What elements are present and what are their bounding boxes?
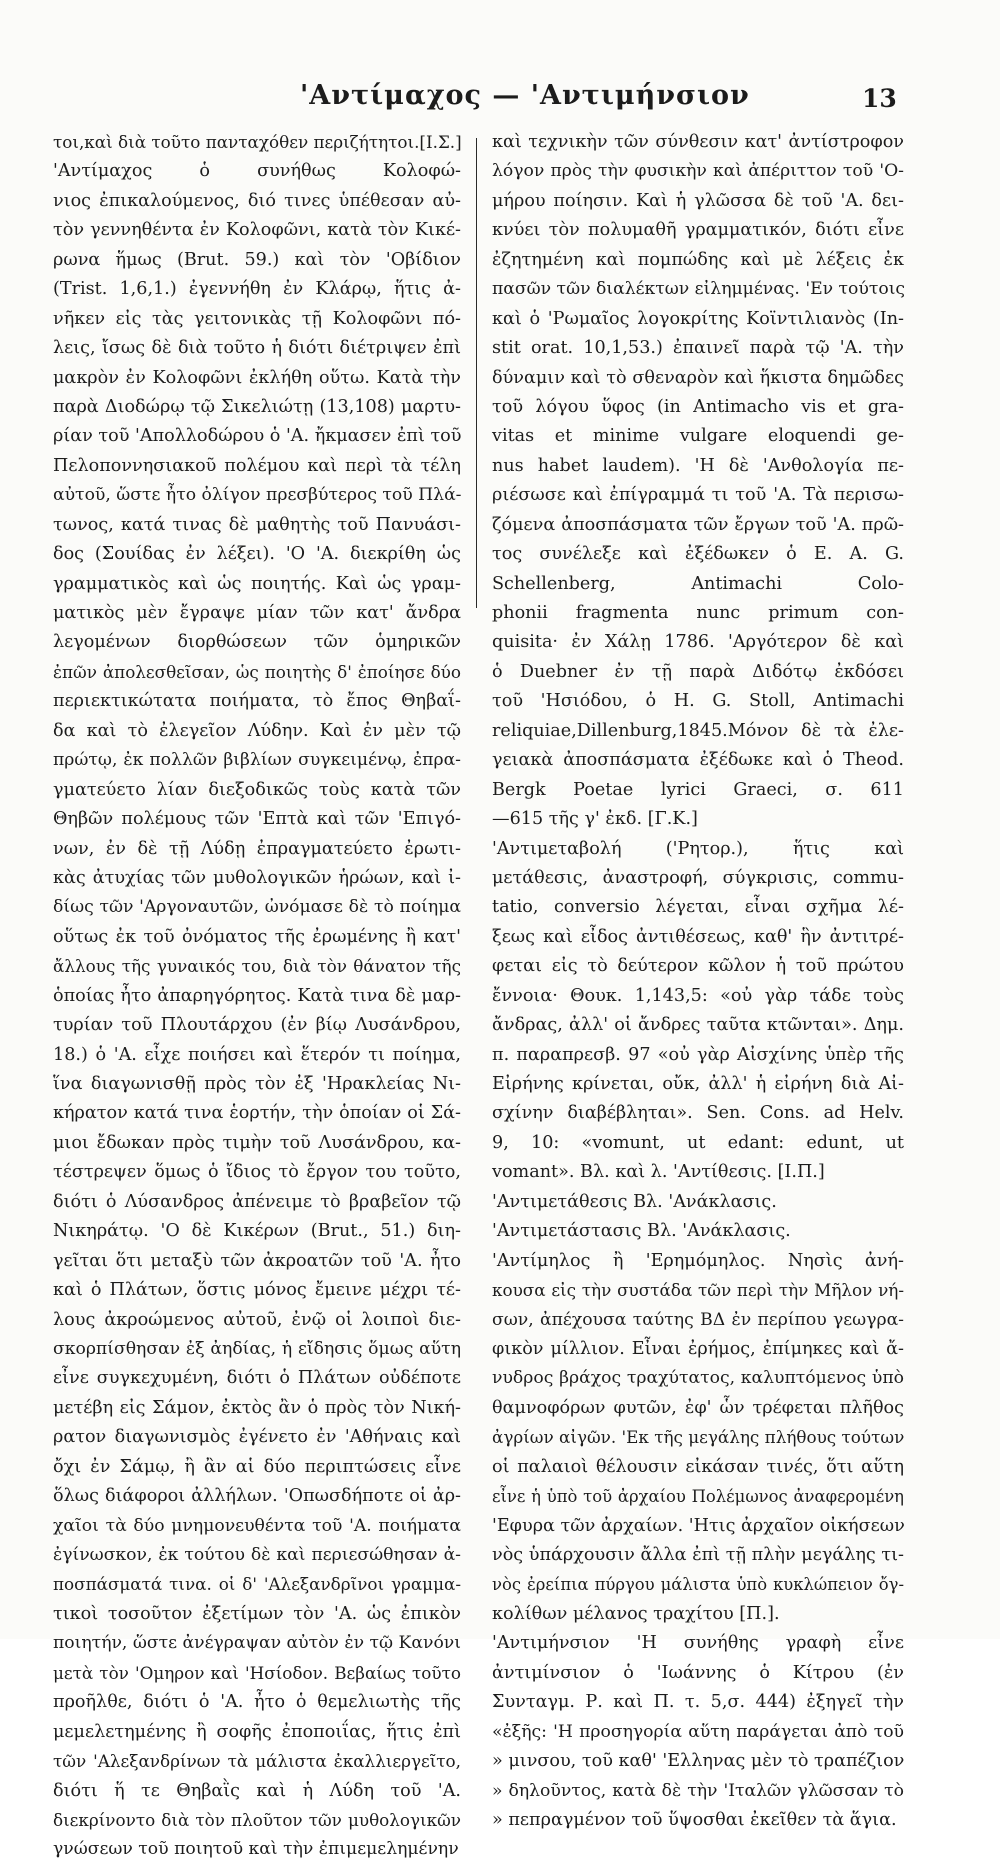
text-line: μετάθεσις, ἀναστροφή, σύγκρισις, commu- — [492, 867, 904, 888]
text-line: 'Αντιμετάστασις Βλ. 'Ανάκλασις. — [492, 1221, 791, 1242]
text-line: τοι,καὶ διὰ τοῦτο πανταχόθεν περιζήτητοι.[Ι.Σ.] — [53, 132, 462, 152]
text-line: 'Αντιμεταβολή ('Ρητορ.), ἥτις καὶ — [492, 838, 904, 859]
text-line: vomant». Βλ. καὶ λ. 'Αντίθεσις. [Ι.Π.] — [492, 1162, 825, 1183]
right-column — [492, 128, 904, 1835]
text-line: καὶ ὁ Πλάτων, ὅστις μόνος ἔμεινε μέχρι τέ- — [53, 1280, 461, 1301]
text-line: 9, 10: «vomunt, ut edant: edunt, ut — [492, 1132, 904, 1153]
text-line: διότι ὁ Λύσανδρος ἀπένειμε τὸ βραβεῖον τῷ — [53, 1191, 461, 1212]
text-line: ἄνδρας, ἀλλ' οἱ ἄνδρες ταῦτα κτῶνται». Δημ. — [492, 1015, 904, 1036]
text-line: γνώσεων τοῦ ποιητοῦ καὶ τὴν ἐπιμεμελημένην — [53, 1839, 459, 1860]
text-line: μετὰ τὸν 'Ομηρον καὶ 'Ησίοδον. Βεβαίως τοῦτο — [53, 1662, 461, 1683]
text-line: ζόμενα ἀποσπάσματα τῶν ἔργων τοῦ 'Α. πρῶ- — [492, 514, 904, 535]
text-line: εἶνε συγκεχυμένη, διότι ὁ Πλάτων οὐδέποτε — [53, 1368, 461, 1389]
text-line: Θηβῶν πολέμους τῶν 'Επτὰ καὶ τῶν 'Επιγό- — [53, 809, 461, 830]
text-line: καὶ τεχνικὴν τῶν σύνθεσιν κατ' ἀντίστροφον — [492, 132, 904, 152]
text-line: διότι ἥ τε Θηβαῒς καὶ ἡ Λύδη τοῦ 'Α. — [53, 1780, 461, 1801]
text-line: ἄλλους τῆς γυναικός του, διὰ τὸν θάνατον τῆς — [53, 956, 461, 977]
text-line: ὁποίας ἦτο ἀπαρηγόρητος. Κατὰ τινα δὲ μαρ- — [53, 985, 461, 1006]
text-line: σκορπίσθησαν ἐξ ἀηδίας, ἡ εἴδησις ὅμως αὕτη — [53, 1338, 461, 1359]
text-line: ὄχι ἐν Σάμῳ, ἢ ἂν αἱ δύο περιπτώσεις εἶνε — [53, 1456, 461, 1477]
text-line: ὁ Duebner ἐν τῇ παρὰ Διδότῳ ἐκδόσει — [492, 661, 904, 682]
text-line: Πελοποννησιακοῦ πολέμου καὶ περὶ τὰ τέλη — [53, 455, 461, 476]
text-line: 'Αντιμήνσιον 'Η συνήθης γραφὴ εἶνε — [492, 1633, 904, 1654]
text-line: ἵνα διαγωνισθῇ πρὸς τὸν ἐξ 'Ηρακλείας Νι- — [53, 1074, 461, 1094]
text-line: μακρὸν ἐν Κολοφῶνι ἐκλήθη οὕτω. Κατὰ τὴν — [53, 367, 461, 388]
text-line: ἔννοια· Θουκ. 1,143,5: «οὐ γὰρ τάδε τοὺς — [492, 985, 904, 1006]
text-line: τοῦ λόγου ὕφος (in Antimacho vis et gra- — [492, 396, 904, 417]
text-line: γραμματικὸς καὶ ὡς ποιητής. Καὶ ὡς γραμ- — [53, 573, 461, 594]
text-line: λόγον πρὸς τὴν φυσικὴν καὶ ἀπέριττον τοῦ 'Ο- — [492, 161, 904, 182]
text-line: νὸς ὑπάρχουσιν ἄλλα ἐπὶ τῇ πλὴν μεγάλης τι- — [492, 1545, 904, 1565]
text-line: οἱ παλαιοὶ θέλουσιν εἰκάσαν τινές, ὅτι αὕτη — [492, 1456, 904, 1477]
text-line: παρὰ Διοδώρῳ τῷ Σικελιώτῃ (13,108) μαρτυ- — [53, 396, 461, 417]
text-line: χαῖοι τὰ δύο μνημονευθέντα τοῦ 'Α. ποιήματα — [53, 1515, 461, 1536]
text-line: δα καὶ τὸ ἐλεγεῖον Λύδην. Καὶ ἐν μὲν τῷ — [53, 720, 461, 741]
text-line: νῆκεν εἰς τὰς γειτονικὰς τῇ Κολοφῶνι πό- — [53, 308, 461, 329]
text-line: καὶ ὁ 'Ρωμαῖος λογοκρίτης Κοϊντιλιανὸς (In- — [492, 308, 904, 329]
text-line: τοῦ 'Ησιόδου, ὁ H. G. Stoll, Antimachi — [492, 691, 904, 712]
text-line: vitas et minime vulgare eloquendi ge- — [492, 426, 904, 447]
text-line: » πεπραγμένον τοῦ ὕψοσθαι ἐκεῖθεν τὰ ἅγια. — [492, 1809, 897, 1830]
text-line: λεγομένων διορθώσεων τῶν ὁμηρικῶν — [53, 632, 461, 653]
column-divider — [476, 138, 477, 608]
text-line: τος συνέλεξε καὶ ἐξέδωκεν ὁ E. A. G. — [492, 544, 904, 565]
text-line: (Trist. 1,6,1.) ἐγεννήθη ἐν Κλάρῳ, ἥτις ἀ- — [53, 279, 461, 300]
text-line: φεται εἰς τὸ δεύτερον κῶλον ἡ τοῦ πρώτου — [492, 956, 904, 977]
text-line: κουσα εἰς τὴν συστάδα τῶν περὶ τὴν Μῆλον νή- — [492, 1280, 904, 1301]
text-line: ποιητήν, ὥστε ἀνέγραψαν αὐτὸν ἐν τῷ Κανόνι — [53, 1633, 461, 1654]
text-line: 'Αντιμετάθεσις Βλ. 'Ανάκλασις. — [492, 1191, 777, 1212]
text-line: ματικὸς μὲν ἔγραψε μίαν τῶν κατ' ἄνδρα — [53, 603, 461, 623]
text-line: τωνος, κατά τινας δὲ μαθητὴς τοῦ Πανυάσι- — [53, 514, 461, 535]
text-line: σχίνην διαβέβληται». Sen. Cons. ad Helv. — [492, 1103, 904, 1124]
text-line: Εἰρήνης κρίνεται, οὔκ, ἀλλ' ἡ εἰρήνη διὰ Αἰ- — [492, 1074, 904, 1094]
text-line: » μινσου, τοῦ καθ' 'Ελληνας μὲν τὸ τραπέζιον — [492, 1751, 905, 1772]
text-line: Νικηράτῳ. 'Ο δὲ Κικέρων (Brut., 51.) διη- — [53, 1221, 461, 1242]
text-line: κνύει τὸν πολυμαθῆ γραμματικόν, διότι εἶνε — [492, 220, 904, 241]
text-line: 'Αντίμαχος ὁ συνήθως Κολοφώ- — [53, 161, 461, 182]
text-line: διεκρίνοντο διὰ τὸν πλοῦτον τῶν μυθολογικῶν — [53, 1809, 461, 1830]
text-line: ἐπῶν ἀπολεσθεῖσαν, ὡς ποιητὴς δ' ἐποίησε δύο — [53, 661, 461, 682]
text-line: νυδρος βράχος τραχύτατος, καλυπτόμενος ὑπὸ — [492, 1368, 904, 1389]
text-line: γματεύετο λίαν διεξοδικῶς τοὺς κατὰ τῶν — [53, 779, 461, 800]
text-line: Schellenberg, Antimachi Colo- — [492, 573, 904, 594]
text-line: κὰς ἀτυχίας τῶν μυθολογικῶν ἡρώων, καὶ ἰ- — [53, 867, 461, 888]
text-line: ἐγίνωσκον, ἐκ τούτου δὲ καὶ περιεσώθησαν ἀ- — [53, 1545, 461, 1565]
text-line: δίως τῶν 'Αργοναυτῶν, ὠνόμασε δὲ τὸ ποίημα — [53, 897, 461, 918]
text-line: reliquiae,Dillenburg,1845.Μόνον δὲ τὰ ἐλε- — [492, 720, 904, 741]
text-line: ὅλως διάφοροι ἀλλήλων. 'Οπωσδήποτε οἱ ἀρ- — [53, 1486, 461, 1507]
text-line: τὸν γεννηθέντα ἐν Κολοφῶνι, κατὰ τὸν Κικέ- — [53, 220, 461, 241]
text-line: phonii fragmenta nunc primum con- — [492, 603, 904, 623]
text-line: λους ἀκροώμενος αὐτοῦ, ἐνῷ οἱ λοιποὶ διε- — [53, 1309, 461, 1330]
text-line: προῆλθε, διότι ὁ 'Α. ἦτο ὁ θεμελιωτὴς τῆς — [53, 1692, 461, 1713]
text-line: tatio, conversio λέγεται, εἶναι σχῆμα λέ- — [492, 897, 904, 918]
text-line: quisita· ἐν Χάλῃ 1786. 'Αργότερον δὲ καὶ — [492, 632, 904, 653]
text-line: τῶν 'Αλεξανδρίνων τὰ μάλιστα ἐκαλλιεργεῖτο, — [53, 1751, 461, 1772]
text-line: Bergk Poetae lyrici Graeci, σ. 611 — [492, 779, 904, 800]
text-line: Συνταγμ. Ρ. καὶ Π. τ. 5,σ. 444) ἐξηγεῖ τὴν — [492, 1692, 904, 1713]
text-line: stit orat. 10,1,53.) ἐπαινεῖ παρὰ τῷ 'Α. τὴν — [492, 338, 904, 359]
text-line: ποσπάσματά τινα. οἱ δ' 'Αλεξανδρῖνοι γραμμα- — [53, 1574, 461, 1595]
text-line: αὐτοῦ, ὥστε ἦτο ὀλίγον πρεσβύτερος τοῦ Πλά- — [53, 485, 462, 506]
text-line: κολίθων μέλανος τραχίτου [Π.]. — [492, 1603, 780, 1624]
text-line: εἶνε ἡ ὑπὸ τοῦ ἀρχαίου Πολέμωνος ἀναφερομένη — [492, 1487, 904, 1507]
text-line: μήρου ποίησιν. Καὶ ἡ γλῶσσα δὲ τοῦ 'Α. δει- — [492, 190, 904, 211]
text-line: π. παραπρεσβ. 97 «οὐ γὰρ Αἰσχίνης ὑπὲρ τῆς — [492, 1044, 904, 1065]
text-line: ρίαν τοῦ 'Απολλοδώρου ὁ 'Α. ἤκμασεν ἐπὶ τοῦ — [53, 426, 462, 447]
text-line: ἐζητημένη καὶ πομπώδης καὶ μὲ λέξεις ἐκ — [492, 249, 904, 270]
text-line: —615 τῆς γ' ἐκδ. [Γ.Κ.] — [492, 809, 698, 830]
text-line: πρώτῳ, ἐκ πολλῶν βιβλίων συγκειμένῳ, ἐπρα- — [53, 750, 461, 771]
text-line: οὕτως ἐκ τοῦ ὀνόματος τῆς ἐρωμένης ἢ κατ' — [53, 926, 461, 947]
text-line: δύναμιν καὶ τὸ σθεναρὸν καὶ ἥκιστα δημῶδες — [492, 367, 904, 388]
text-line: μιοι ἔδωκαν πρὸς τιμὴν τοῦ Λυσάνδρου, κα- — [53, 1132, 461, 1153]
text-line: μεμελετημένης ἢ σοφῆς ἐποποιΐας, ἥτις ἐπὶ — [53, 1721, 461, 1742]
text-line: κήρατον κατά τινα ἑορτήν, τὴν ὁποίαν οἱ Σά- — [53, 1103, 461, 1124]
text-line: «ἐξῆς: 'Η προσηγορία αὕτη παράγεται ἀπὸ τοῦ — [492, 1721, 904, 1742]
text-line: ἀγρίων αἰγῶν. 'Εκ τῆς μεγάλης πλήθους τούτων — [492, 1427, 905, 1448]
text-line: γεῖται ὅτι μεταξὺ τῶν ἀκροατῶν τοῦ 'Α. ἦτο — [53, 1250, 461, 1271]
text-line: φικὸν μίλλιον. Εἶναι ἐρήμος, ἐπίμηκες καὶ ἄ- — [492, 1338, 904, 1359]
text-line: ρατον διαγωνισμὸς ἐγένετο ἐν 'Αθήναις καὶ — [53, 1427, 461, 1448]
text-line: νιος ἐπικαλούμενος, διό τινες ὑπέθεσαν αὐ- — [53, 190, 461, 211]
text-line: ἀντιμίνσιον ὁ 'Ιωάννης ὁ Κίτρου (ἐν — [492, 1662, 904, 1683]
text-line: νων, ἐν δὲ τῇ Λύδῃ ἐπραγματεύετο ἐρωτι- — [53, 838, 461, 859]
text-line: ξεως καὶ εἶδος ἀντιθέσεως, καθ' ἣν ἀντιτρέ- — [492, 926, 904, 947]
text-line: nus habet laudem). 'Η δὲ 'Ανθολογία πε- — [492, 455, 904, 476]
text-line: τικοὶ τοσοῦτον ἐξετίμων τὸν 'Α. ὡς ἐπικὸν — [53, 1603, 461, 1624]
page-number: 13 — [862, 84, 897, 113]
text-line: 'Εφυρα τῶν ἀρχαίων. 'Ητις ἀρχαῖον οἰκήσεων — [492, 1515, 905, 1536]
text-line: νὸς ἐρείπια πύργου μάλιστα ὑπὸ κυκλώπειον ὄγ- — [492, 1575, 904, 1595]
text-line: θαμνοφόρων φυτῶν, ἐφ' ὧν τρέφεται πλῆθος — [492, 1397, 904, 1418]
text-line: μετέβη εἰς Σάμον, ἐκτὸς ἂν ὁ πρὸς τὸν Νική- — [53, 1397, 461, 1418]
text-line: περιεκτικώτατα ποιήματα, τὸ ἔπος Θηβαΐ- — [53, 691, 461, 712]
text-line: σων, ἀπέχουσα ταύτης ΒΔ ἐν περίπου γεωγρα- — [492, 1309, 904, 1330]
running-title: 'Αντίμαχος — 'Αντιμήνσιον — [300, 80, 750, 111]
text-line: γειακὰ ἀποσπάσματα ἐξέδωκε καὶ ὁ Theod. — [492, 750, 904, 771]
left-column — [53, 128, 461, 1865]
text-line: ριέσωσε καὶ ἐπίγραμμά τι τοῦ 'Α. Τὰ περισω- — [492, 485, 904, 506]
text-line: τέστρεψεν ὅμως ὁ ἴδιος τὸ ἔργον του τοῦτο, — [53, 1162, 461, 1183]
text-line: 18.) ὁ 'Α. εἶχε ποιήσει καὶ ἕτερόν τι ποίημα, — [53, 1044, 461, 1065]
text-line: τυρίαν τοῦ Πλουτάρχου (ἐν βίῳ Λυσάνδρου, — [53, 1015, 461, 1036]
text-line: ρωνα ἥμως (Brut. 59.) καὶ τὸν 'Οβίδιον — [53, 249, 461, 270]
text-line: δος (Σουίδας ἐν λέξει). 'Ο 'Α. διεκρίθη ὡς — [53, 544, 461, 565]
text-line: λεις, ἴσως δὲ διὰ τοῦτο ἡ διότι διέτριψεν ἐπὶ — [53, 338, 461, 359]
text-line: 'Αντίμηλος ἢ 'Ερημόμηλος. Νησὶς ἀνή- — [492, 1250, 904, 1271]
text-line: πασῶν τῶν διαλέκτων εἰλημμένας. 'Εν τούτοις — [492, 279, 906, 300]
text-line: » δηλοῦντος, κατὰ δὲ τὴν 'Ιταλῶν γλῶσσαν τὸ — [492, 1780, 904, 1801]
